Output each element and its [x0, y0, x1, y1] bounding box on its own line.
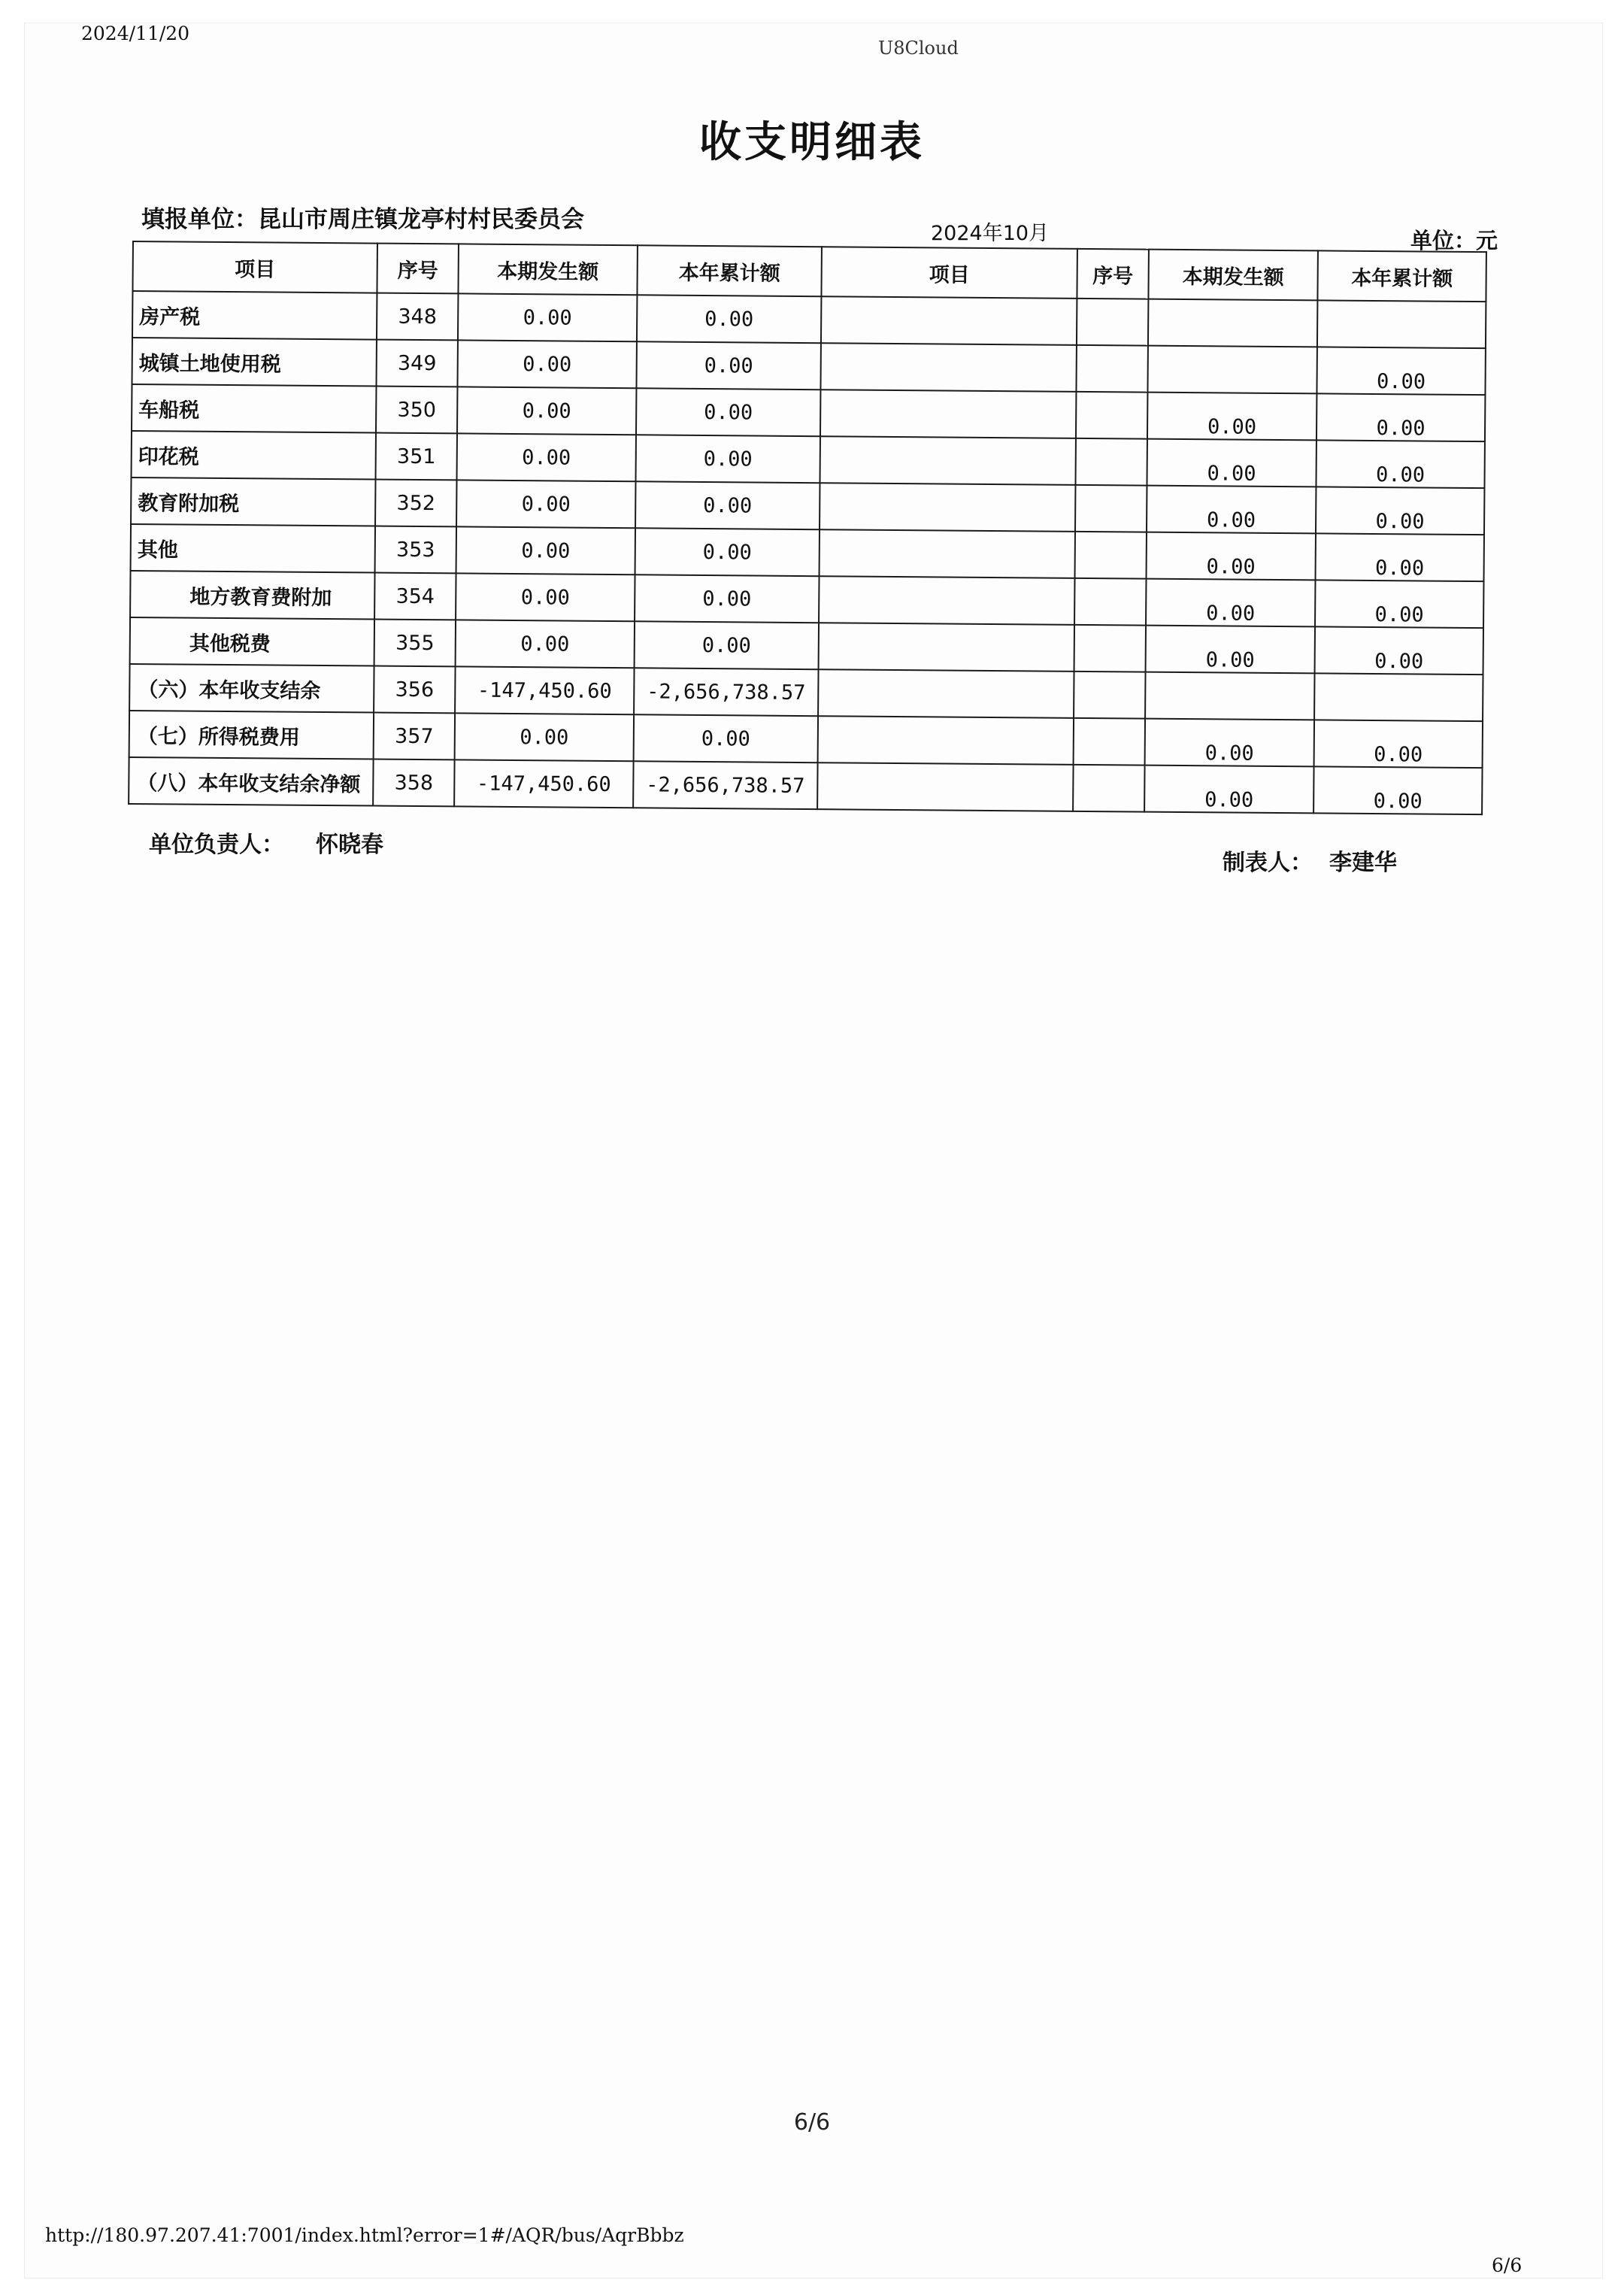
unit-leader-signature — [149, 826, 383, 859]
row-right-current — [1147, 346, 1316, 394]
row-right-ytd: 0.00 — [1316, 347, 1485, 395]
row-right-seq — [1077, 299, 1148, 346]
row-right-seq — [1075, 485, 1147, 532]
row-ytd: 0.00 — [634, 714, 818, 762]
row-right-current: 0.00 — [1145, 719, 1314, 767]
row-right-ytd: 0.00 — [1314, 720, 1483, 768]
row-right-current: 0.00 — [1146, 579, 1315, 627]
row-current: 0.00 — [455, 713, 634, 761]
row-right-seq — [1073, 765, 1144, 812]
col-header-seq: 序号 — [377, 244, 459, 294]
row-right-ytd — [1317, 300, 1486, 348]
row-right-seq — [1074, 625, 1146, 672]
row-item: 其他税费 — [130, 617, 374, 666]
row-seq: 348 — [377, 293, 458, 341]
row-right-item — [820, 529, 1075, 578]
row-current: 0.00 — [456, 480, 635, 528]
row-ytd: 0.00 — [635, 481, 820, 529]
preparer-signature — [1223, 844, 1397, 877]
row-right-current: 0.00 — [1147, 486, 1316, 534]
app-name: U8Cloud — [878, 38, 959, 59]
source-url: http://180.97.207.41:7001/index.html?error=1#/AQR/bus/AqrBbbz — [45, 2224, 684, 2246]
row-current: 0.00 — [456, 620, 635, 668]
row-right-item — [820, 343, 1076, 392]
row-right-item — [819, 623, 1074, 672]
col-header-item: 项目 — [132, 241, 377, 293]
row-ytd: 0.00 — [636, 435, 820, 483]
col-header-current: 本期发生额 — [458, 244, 638, 295]
row-right-item — [818, 716, 1074, 765]
page-number-corner: 6/6 — [1492, 2254, 1522, 2276]
row-seq: 358 — [373, 759, 454, 807]
row-item: （七）所得税费用 — [129, 711, 374, 759]
leader-name: 怀晓春 — [316, 832, 383, 858]
row-seq: 349 — [376, 340, 457, 387]
report-table-container — [128, 241, 1486, 815]
row-right-seq — [1074, 718, 1145, 766]
row-item: 车船税 — [132, 384, 376, 433]
row-item: 城镇土地使用税 — [132, 338, 376, 387]
row-right-seq — [1074, 578, 1146, 626]
row-current: 0.00 — [457, 433, 636, 481]
row-right-ytd: 0.00 — [1316, 487, 1484, 535]
row-seq: 357 — [374, 713, 455, 760]
row-right-current: 0.00 — [1147, 439, 1316, 487]
col-header-ytd: 本年累计额 — [637, 245, 822, 296]
row-ytd: 0.00 — [636, 388, 820, 436]
row-item: 房产税 — [132, 291, 377, 340]
row-right-item — [821, 296, 1077, 345]
row-right-ytd: 0.00 — [1316, 440, 1484, 488]
row-ytd: 0.00 — [636, 341, 820, 390]
row-right-current: 0.00 — [1147, 393, 1316, 441]
table-row — [129, 757, 1482, 814]
row-seq: 353 — [375, 526, 456, 574]
page-title: 收支明细表 — [699, 118, 925, 167]
row-seq: 355 — [374, 620, 456, 667]
row-right-current — [1148, 299, 1317, 347]
row-current: 0.00 — [456, 526, 635, 575]
leader-label: 单位负责人： — [149, 832, 284, 858]
row-item: （八）本年收支结余净额 — [129, 757, 373, 806]
row-current: -147,450.60 — [454, 759, 633, 808]
row-right-seq — [1074, 672, 1145, 719]
row-right-item — [820, 390, 1076, 438]
col-header-seq-right: 序号 — [1077, 249, 1149, 299]
row-ytd: 0.00 — [635, 621, 819, 669]
row-ytd: 0.00 — [635, 575, 819, 623]
col-header-current-right: 本期发生额 — [1148, 250, 1318, 301]
row-ytd: 0.00 — [637, 295, 821, 343]
row-right-item — [817, 762, 1073, 811]
row-right-ytd: 0.00 — [1313, 766, 1482, 814]
row-right-item — [819, 576, 1074, 625]
row-right-seq — [1075, 532, 1147, 579]
preparer-name: 李建华 — [1329, 850, 1397, 876]
row-ytd: 0.00 — [635, 528, 820, 576]
row-seq: 351 — [376, 433, 457, 481]
report-period: 2024年10月 — [931, 222, 1050, 245]
row-seq: 352 — [375, 480, 456, 527]
currency-unit: 单位：元 — [1410, 228, 1498, 253]
row-right-seq — [1075, 438, 1147, 486]
col-header-item-right: 项目 — [821, 247, 1077, 299]
row-item: 印花税 — [132, 431, 376, 480]
row-current: 0.00 — [457, 340, 636, 388]
row-item: 其他 — [131, 524, 375, 573]
row-right-ytd: 0.00 — [1316, 533, 1484, 581]
row-right-ytd: 0.00 — [1315, 580, 1483, 628]
row-right-item — [820, 436, 1075, 485]
row-right-seq — [1076, 345, 1147, 393]
row-right-current — [1145, 672, 1314, 720]
row-item: （六）本年收支结余 — [129, 664, 374, 713]
row-seq: 350 — [376, 387, 457, 434]
row-right-ytd: 0.00 — [1315, 626, 1483, 675]
reporting-unit: 填报单位：昆山市周庄镇龙亭村村民委员会 — [141, 206, 584, 233]
row-right-seq — [1076, 392, 1147, 439]
row-ytd: -2,656,738.57 — [633, 761, 817, 809]
col-header-ytd-right: 本年累计额 — [1317, 250, 1486, 302]
row-current: 0.00 — [458, 293, 637, 341]
print-date: 2024/11/20 — [81, 23, 190, 44]
row-current: 0.00 — [456, 573, 635, 621]
row-current: -147,450.60 — [455, 666, 634, 714]
row-right-item — [820, 483, 1075, 532]
preparer-label: 制表人： — [1223, 850, 1313, 876]
row-seq: 356 — [374, 666, 455, 714]
row-right-current: 0.00 — [1146, 626, 1315, 674]
row-item: 教育附加税 — [131, 477, 375, 526]
row-ytd: -2,656,738.57 — [634, 668, 818, 716]
row-current: 0.00 — [457, 387, 636, 435]
row-item: 地方教育费附加 — [130, 571, 374, 620]
row-right-current: 0.00 — [1144, 766, 1313, 814]
row-right-item — [818, 669, 1074, 718]
row-right-ytd — [1314, 673, 1483, 721]
row-right-ytd: 0.00 — [1316, 393, 1485, 441]
income-expense-table — [128, 241, 1487, 815]
row-right-current: 0.00 — [1147, 532, 1316, 581]
page-number: 6/6 — [793, 2109, 831, 2136]
row-seq: 354 — [374, 573, 456, 620]
